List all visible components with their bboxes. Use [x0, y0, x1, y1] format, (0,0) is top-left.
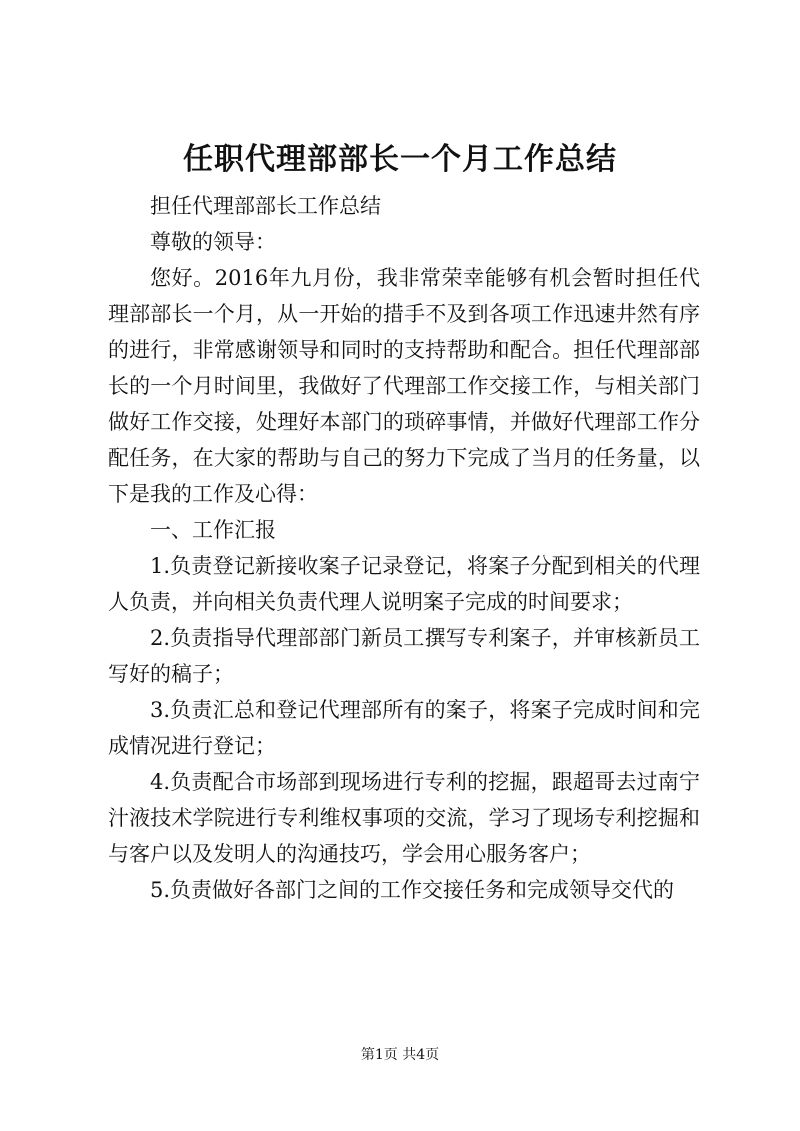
document-title: 任职代理部部长一个月工作总结 [183, 142, 617, 177]
paragraph-item-5: 5.负责做好各部门之间的工作交接任务和完成领导交代的 [150, 878, 675, 902]
paragraph-item-1: 1.负责登记新接收案子记录登记，将案子分配到相关的代理人负责，并向相关负责代理人说明案子完成的时间要求； [108, 554, 700, 614]
paragraph-item-4: 4.负责配合市场部到现场进行专利的挖掘，跟超哥去过南宁汁液技术学院进行专利维权事项的交流，学习了现场专利挖掘和与客户以及发明人的沟通技巧，学会用心服务客户； [108, 770, 700, 866]
paragraph-item-2: 2.负责指导代理部部门新员工撰写专利案子，并审核新员工写好的稿子； [108, 626, 700, 686]
paragraph-salutation: 尊敬的领导： [150, 230, 276, 254]
paragraph-section-heading: 一、工作汇报 [150, 518, 276, 542]
paragraph-subtitle: 担任代理部部长工作总结 [150, 194, 381, 218]
paragraph-item-3: 3.负责汇总和登记代理部所有的案子，将案子完成时间和完成情况进行登记； [108, 698, 700, 758]
page-footer: 第1页 共4页 [360, 1047, 440, 1063]
document-body [108, 188, 700, 908]
paragraph-intro: 您好。2016年九月份，我非常荣幸能够有机会暂时担任代理部部长一个月，从一开始的措手不及到各项工作迅速井然有序的进行，非常感谢领导和同时的支持帮助和配合。担任代理部部长的一个月时间里，我做好了代理部工作交接工作，与相关部门做好工作交接，处理好本部门的琐碎事情，并做好代理部工作分配任务，在大家的帮助与自己的努力下完成了当月的任务量，以下是我的工作及心得： [108, 266, 700, 506]
